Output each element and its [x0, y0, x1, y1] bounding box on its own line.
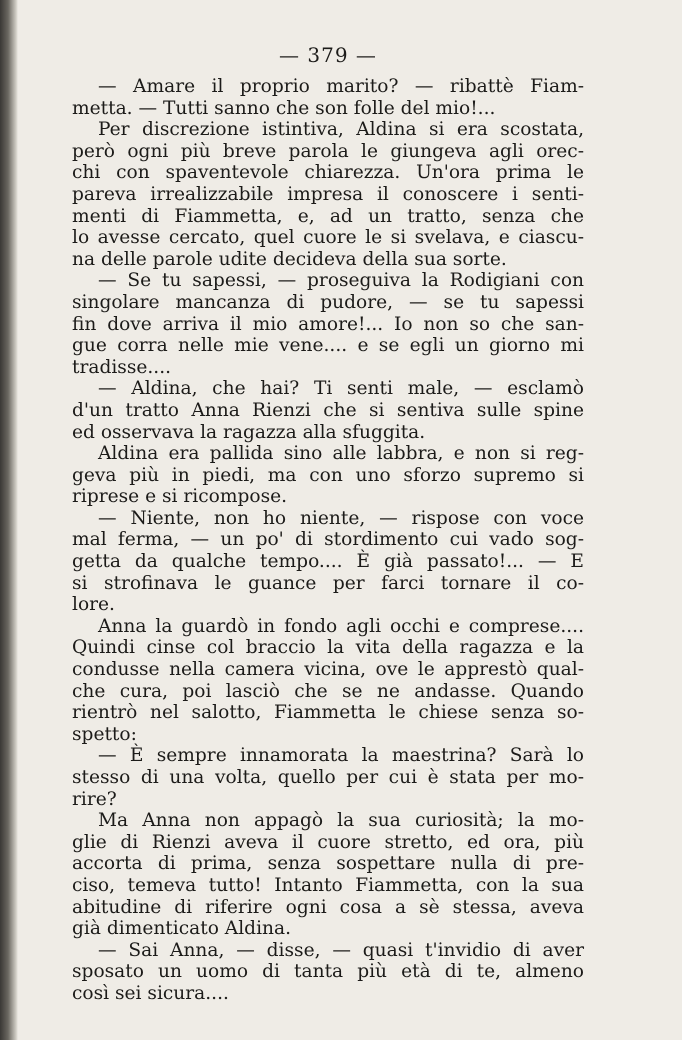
text-line: ed osservava la ragazza alla sfuggita.: [72, 421, 426, 443]
text-line: Per discrezione istintiva, Aldina si era scostata,: [98, 119, 584, 141]
text-line: mal ferma, — un po' di stordimento cui vado sog-: [72, 529, 584, 551]
text-line: accorta di prima, senza sospettare nulla di pre-: [72, 853, 584, 875]
text-line: — Sai Anna, — disse, — quasi t'invidio di aver: [98, 939, 584, 961]
text-line: — Aldina, che hai? Ti senti male, — esclamò: [98, 378, 584, 400]
text-line: condusse nella camera vicina, ove le apprestò qual-: [72, 659, 584, 681]
text-line: così sei sicura....: [72, 982, 229, 1004]
page-number: — 379 —: [279, 43, 377, 67]
text-line: sposato un uomo di tanta più età di te, almeno: [72, 961, 584, 983]
body-text: [72, 76, 584, 1005]
text-line: riprese e si ricompose.: [72, 486, 288, 508]
book-page: [72, 40, 584, 1005]
text-line: rire?: [72, 788, 117, 810]
text-line: Anna la guardò in fondo agli occhi e comprese....: [98, 615, 584, 637]
text-line: fin dove arriva il mio amore!... Io non so che san-: [72, 313, 584, 335]
text-line: tradisse....: [72, 356, 172, 378]
page-binding-edge: [0, 0, 18, 1040]
text-line: na delle parole udite decideva della sua sorte.: [72, 248, 507, 270]
text-line: che cura, poi lasciò che se ne andasse. Quando: [72, 680, 584, 702]
text-line: geva più in piedi, ma con uno sforzo supremo si: [72, 464, 584, 486]
text-line: singolare mancanza di pudore, — se tu sapessi: [72, 291, 584, 313]
text-line: ciso, temeva tutto! Intanto Fiammetta, con la sua: [72, 874, 584, 896]
text-line: Aldina era pallida sino alle labbra, e non si reg-: [98, 443, 584, 465]
text-line: Ma Anna non appagò la sua curiosità; la mo-: [98, 810, 584, 832]
text-line: lo avesse cercato, quel cuore le si svelava, e ciascu-: [72, 227, 584, 249]
text-line: stesso di una volta, quello per cui è stata per mo-: [72, 767, 584, 788]
text-line: — È sempre innamorata la maestrina? Sarà lo: [98, 745, 584, 767]
text-line: rientrò nel salotto, Fiammetta le chiese senza so-: [72, 702, 584, 724]
text-line: lore.: [72, 594, 115, 616]
text-line: abitudine di riferire ogni cosa a sè stessa, aveva: [72, 896, 584, 918]
text-line: chi con spaventevole chiarezza. Un'ora prima le: [72, 162, 584, 184]
text-line: d'un tratto Anna Rienzi che si sentiva sulle spine: [72, 399, 584, 421]
text-line: già dimenticato Aldina.: [72, 918, 291, 940]
text-line: si strofinava le guance per farci tornare il co-: [72, 572, 584, 594]
text-line: — Se tu sapessi, — proseguiva la Rodigiani con: [98, 270, 584, 292]
text-line: gue corra nelle mie vene.... e se egli un giorno mi: [72, 335, 584, 357]
text-line: getta da qualche tempo.... È già passato!... — E: [72, 551, 584, 573]
text-line: — Niente, non ho niente, — rispose con voce: [98, 507, 584, 529]
text-line: metta. — Tutti sanno che son folle del mio!...: [72, 97, 496, 119]
text-line: glie di Rienzi aveva il cuore stretto, ed ora, più: [72, 831, 584, 853]
text-line: — Amare il proprio marito? — ribattè Fiam-: [98, 76, 584, 97]
text-line: Quindi cinse col braccio la vita della ragazza e la: [72, 637, 584, 659]
text-line: però ogni più breve parola le giungeva agli orec-: [72, 140, 584, 162]
text-line: pareva irrealizzabile impresa il conoscere i senti-: [72, 183, 584, 205]
text-line: spetto:: [72, 723, 137, 745]
text-line: menti di Fiammetta, e, ad un tratto, senza che: [72, 205, 584, 227]
